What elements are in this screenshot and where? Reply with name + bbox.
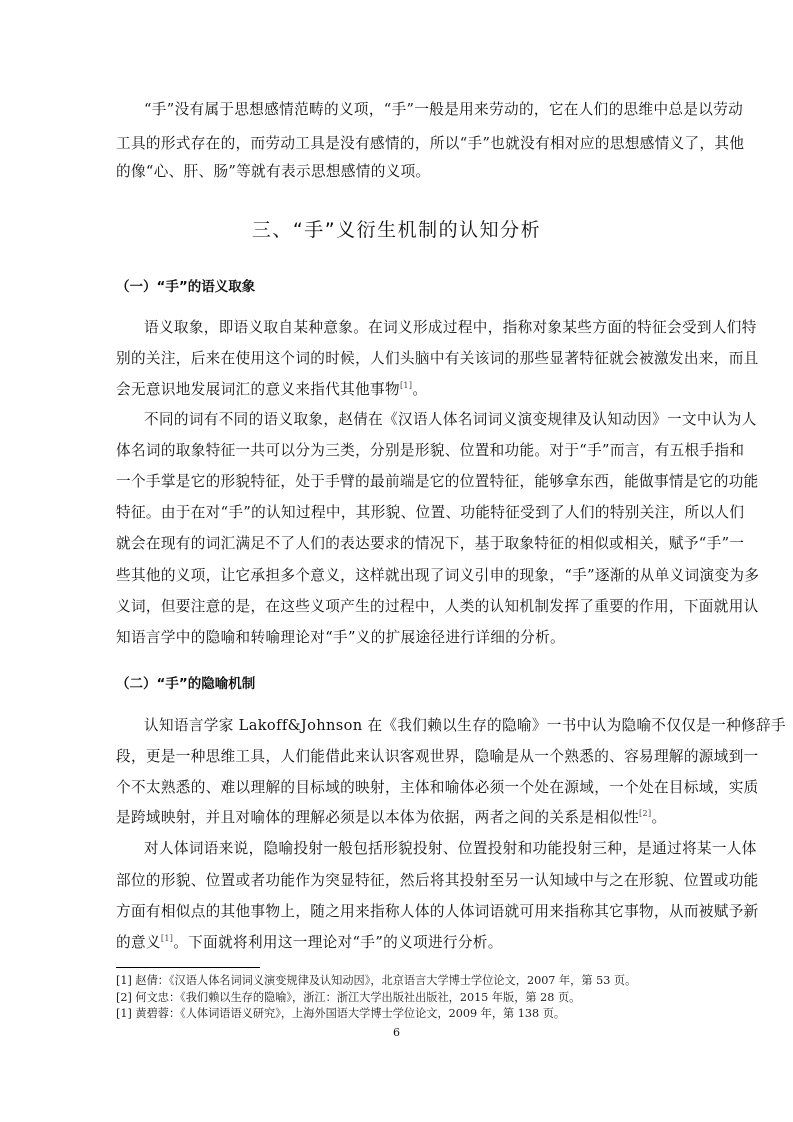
body-text-line: 认知语言学家 Lakoff&Johnson 在《我们赖以生存的隐喻》一书中认为隐喻不仅仅是一种修辞手 — [144, 717, 786, 734]
body-text-line: 一个手掌是它的形貌特征，处于手臂的最前端是它的位置特征，能够拿东西，能做事情是它的功能 — [116, 473, 759, 490]
body-text: 是跨域映射，并且对喻体的理解必须是以本体为依据，两者之间的关系是相似性 — [116, 809, 640, 826]
body-text-line: 义词，但要注意的是，在这些义项产生的过程中，人类的认知机制发挥了重要的作用，下面就用认 — [116, 598, 759, 615]
body-text-line — [116, 808, 726, 828]
subsection-title: （二）“手”的隐喻机制 — [116, 676, 256, 692]
body-text-line — [116, 933, 726, 953]
body-text-line: 个不太熟悉的、难以理解的目标域的映射，主体和喻体必须一个处在源域，一个处在目标域，实质 — [116, 779, 759, 796]
page-number: 6 — [393, 1026, 400, 1039]
body-text: 的意义 — [116, 934, 161, 951]
body-text-line: 知语言学中的隐喻和转喻理论对“手”义的扩展途径进行详细的分析。 — [116, 629, 565, 646]
body-text-line: 别的关注，后来在使用这个词的时候，人们头脑中有关该词的那些显著特征就会被激发出来，而且 — [116, 350, 759, 367]
body-text-line: 体名词的取象特征一共可以分为三类，分别是形貌、位置和功能。对于“手”而言，有五根手指和 — [116, 442, 745, 459]
footnote: [1] 赵倩：《汉语人体名词词义演变规律及认知动因》，北京语言大学博士学位论文，2007 年，第 53 页。 — [116, 974, 637, 987]
body-text-line: “手”没有属于思想感情范畴的义项，“手”一般是用来劳动的，它在人们的思维中总是以劳动 — [144, 101, 744, 118]
footnote-ref: [2] — [639, 809, 652, 818]
body-text-line: 些其他的义项，让它承担多个意义，这样就出现了词义引申的现象，“手”逐渐的从单义词演变为多 — [116, 567, 760, 584]
subsection-title: （一）“手”的语义取象 — [116, 279, 256, 295]
body-text: 。 — [651, 809, 667, 826]
body-text-line: 的像“心、肝、肠”等就有表示思想感情的义项。 — [116, 163, 431, 180]
footnote-divider — [116, 967, 260, 968]
body-text: 会无意识地发展词汇的意义来指代其他事物 — [116, 381, 400, 398]
body-text-line: 不同的词有不同的语义取象，赵倩在《汉语人体名词词义演变规律及认知动因》一文中认为人 — [144, 411, 757, 428]
body-text-line: 部位的形貌、位置或者功能作为突显特征，然后将其投射至另一认知域中与之在形貌、位置或功能 — [116, 872, 759, 889]
body-text-line: 就会在现有的词汇满足不了人们的表达要求的情况下，基于取象特征的相似或相关，赋予“手”一 — [116, 535, 745, 552]
body-text: 。 — [412, 381, 428, 398]
body-text-line — [116, 380, 726, 400]
body-text: 。下面就将利用这一理论对“手”的义项进行分析。 — [173, 934, 503, 951]
body-text-line: 特征。由于在对“手”的认知过程中，其形貌、位置、功能特征受到了人们的特别关注，所以人们 — [116, 504, 745, 521]
body-text-line: 工具的形式存在的，而劳动工具是没有感情的，所以“手”也就没有相对应的思想感情义了，其他 — [116, 135, 745, 152]
footnote-ref: [1] — [160, 934, 174, 943]
footnote: [1] 黄碧蓉：《人体词语语义研究》，上海外国语大学博士学位论文，2009 年，第 138 页。 — [116, 1007, 566, 1020]
section-title: 三、“手”义衍生机制的认知分析 — [251, 219, 542, 241]
footnote: [2] 何文忠：《我们赖以生存的隐喻》，浙江：浙江大学出版社出版社，2015 年版，第 28 页。 — [116, 991, 581, 1004]
body-text-line: 语义取象，即语义取自某种意象。在词义形成过程中，指称对象某些方面的特征会受到人们特 — [144, 319, 757, 336]
body-text-line: 段，更是一种思维工具，人们能借此来认识客观世界，隐喻是从一个熟悉的、容易理解的源域到一 — [116, 748, 759, 765]
body-text-line: 对人体词语来说，隐喻投射一般包括形貌投射、位置投射和功能投射三种，是通过将某一人体 — [144, 840, 757, 857]
footnote-ref: [1] — [399, 381, 413, 390]
body-text-line: 方面有相似点的其他事物上，随之用来指称人体的人体词语就可用来指称其它事物，从而被赋予新 — [116, 903, 759, 920]
